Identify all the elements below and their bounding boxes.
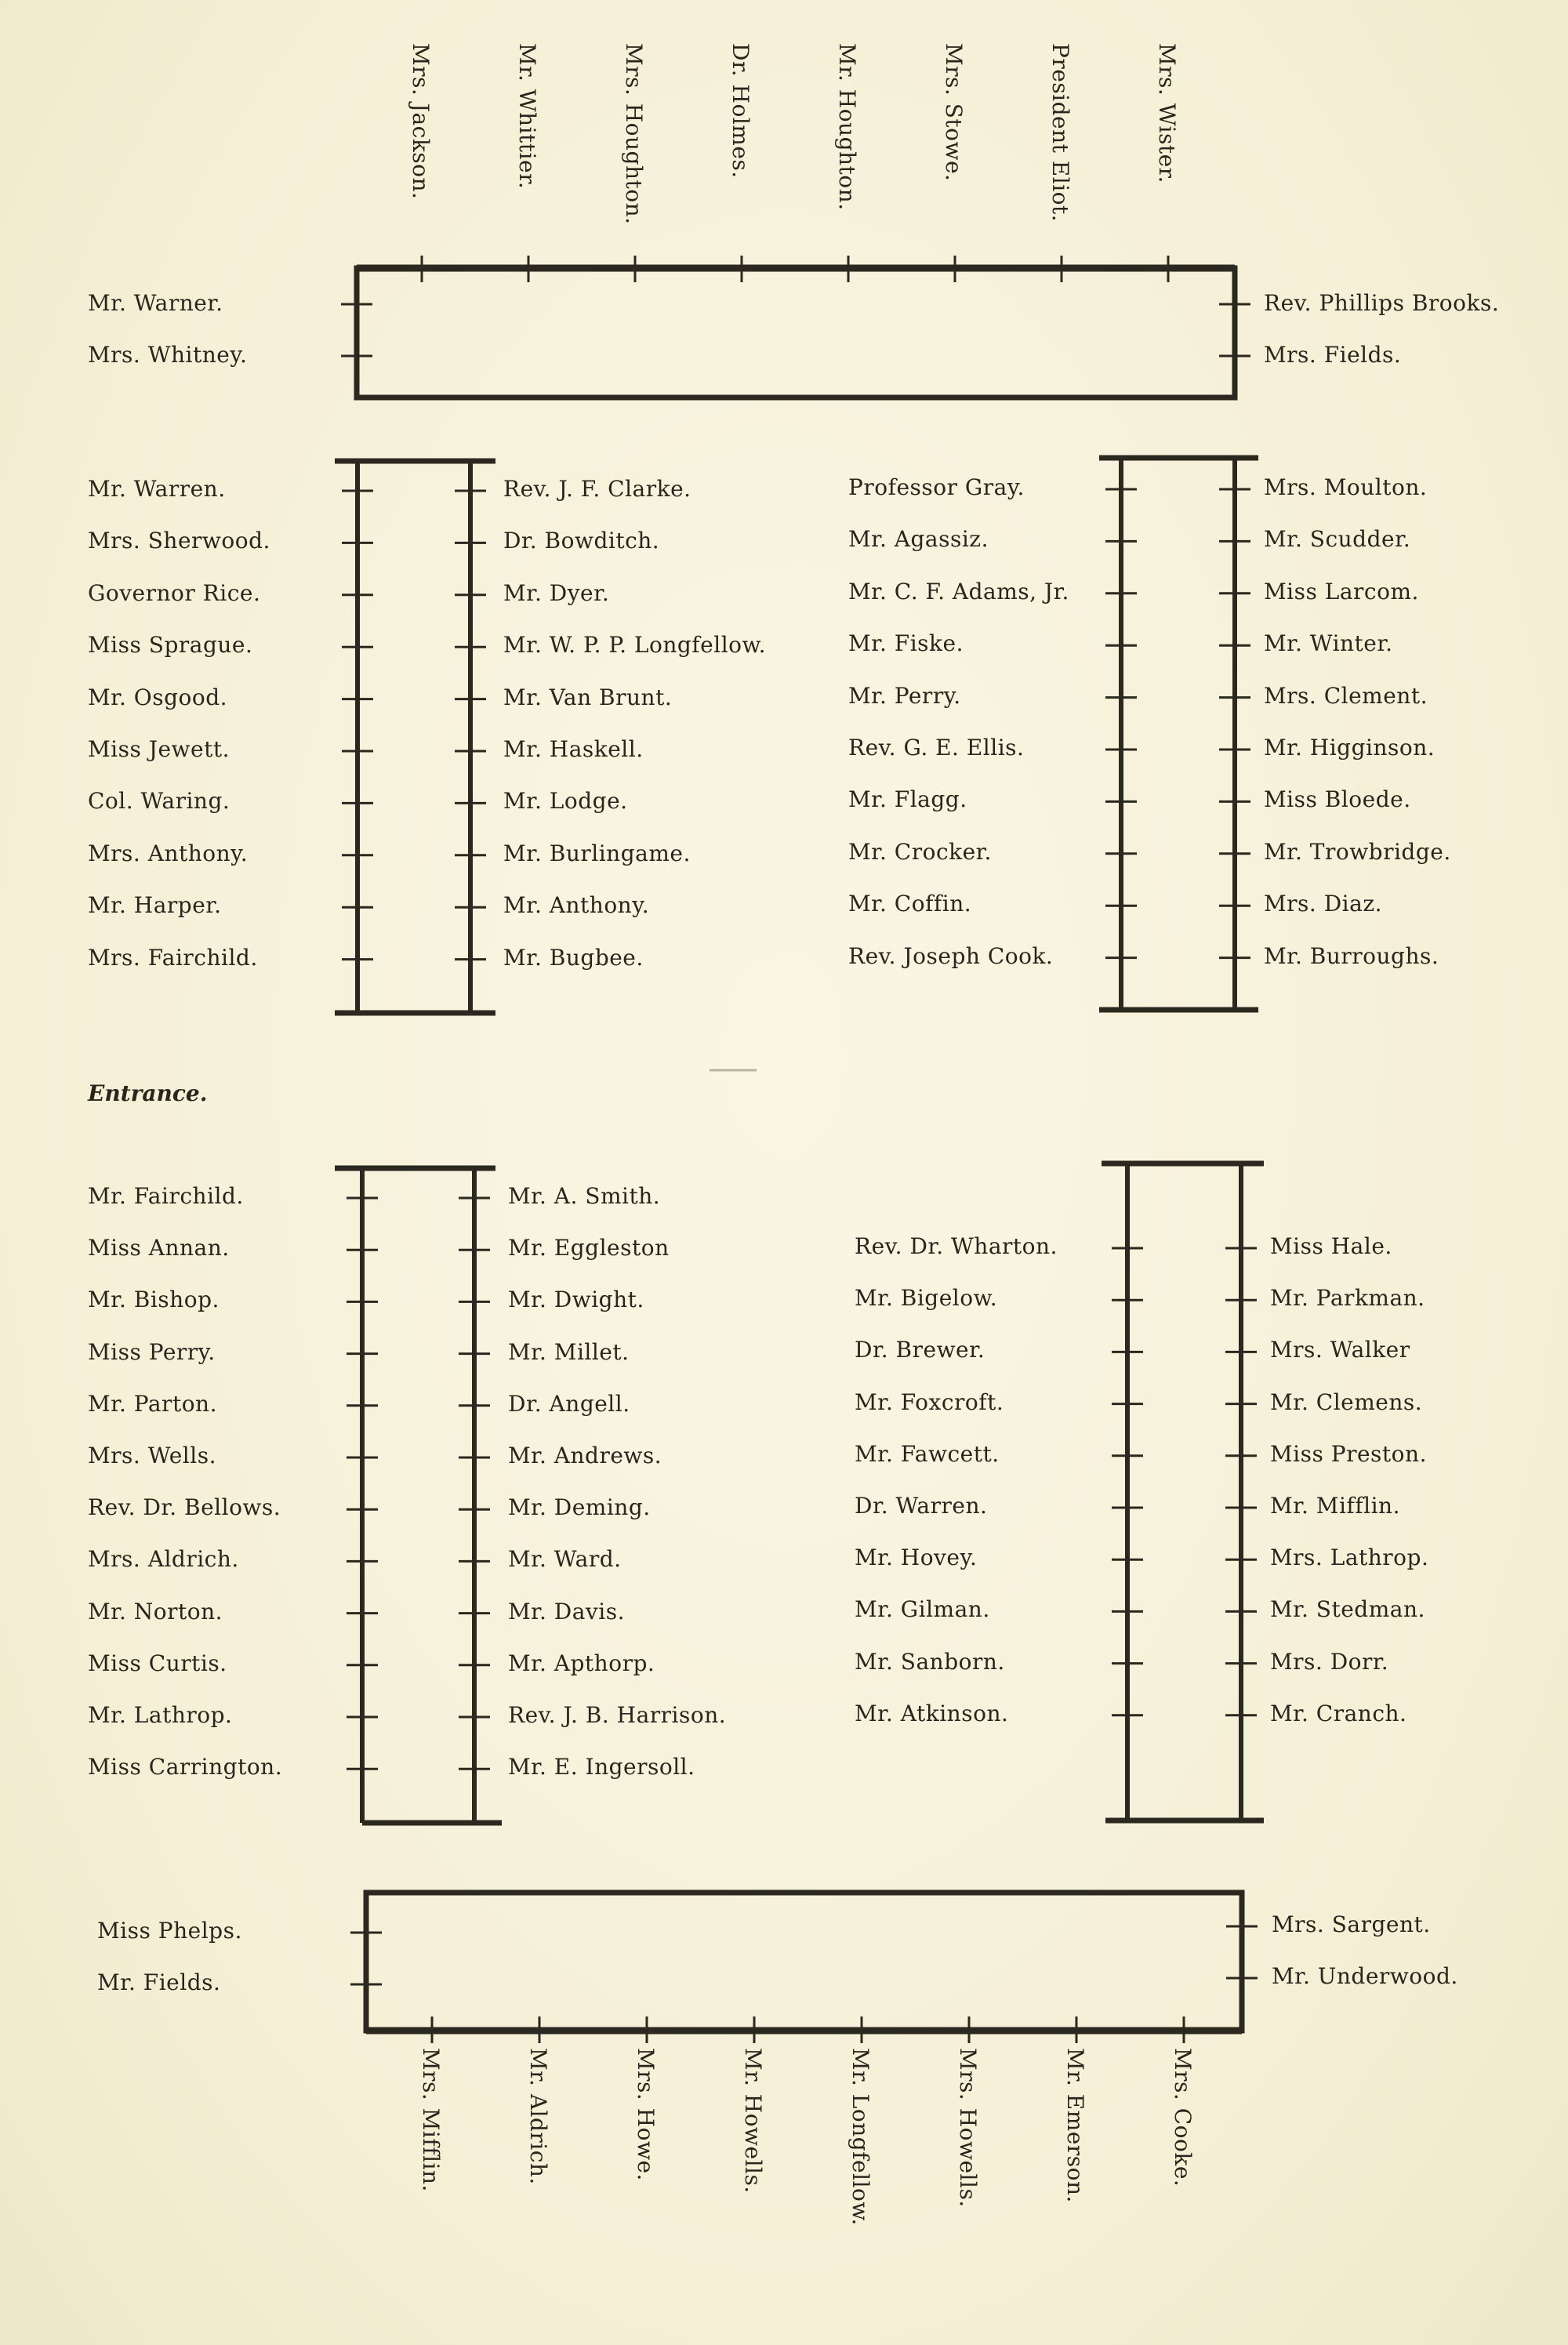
guest-name: Mr. Burlingame.	[503, 840, 691, 866]
guest-name: Mr. Cranch.	[1270, 1700, 1407, 1726]
guest-name: Mr. Houghton.	[834, 43, 860, 211]
guest-name: Mrs. Whitney.	[88, 342, 248, 368]
table-b-ticks	[1105, 489, 1250, 958]
guest-name: Miss Carrington.	[88, 1754, 283, 1781]
guest-name: Mr. Agassiz.	[848, 526, 989, 553]
guest-name: Mr. Clemens.	[1270, 1388, 1423, 1415]
guest-name: Mr. Lathrop.	[88, 1702, 233, 1728]
table-c-ticks	[347, 1198, 490, 1769]
guest-name: Mr. Harper.	[88, 892, 222, 919]
guest-name: Mr. Deming.	[508, 1494, 651, 1521]
guest-name: Rev. Dr. Wharton.	[855, 1233, 1058, 1259]
guest-name: Mr. Haskell.	[503, 736, 644, 762]
guest-name: Mrs. Fairchild.	[88, 944, 258, 971]
guest-name: Mr. Crocker.	[848, 838, 992, 865]
guest-name: Mr. Millet.	[508, 1338, 630, 1365]
guest-name: Mr. Burroughs.	[1264, 942, 1439, 969]
guest-name: Mrs. Anthony.	[88, 840, 249, 866]
guest-name: Miss Preston.	[1270, 1440, 1427, 1467]
guest-name: Mr. C. F. Adams, Jr.	[848, 578, 1069, 604]
guest-name: Mr. Mifflin.	[1270, 1493, 1400, 1519]
guest-name: Mr. Gilman.	[855, 1596, 990, 1623]
guest-name: Mr. Warner.	[88, 290, 223, 316]
guest-name: Mr. Foxcroft.	[855, 1388, 1004, 1415]
guest-name: Mr. Atkinson.	[855, 1700, 1009, 1726]
guest-name: Mr. Anthony.	[503, 892, 650, 919]
guest-name: Mr. W. P. P. Longfellow.	[503, 632, 767, 659]
guest-name: Mr. Hovey.	[855, 1545, 978, 1571]
guest-name: Dr. Bowditch.	[503, 528, 660, 554]
guest-name: Mr. Coffin.	[848, 891, 972, 917]
guest-name: Mrs. Moulton.	[1264, 474, 1428, 500]
guest-name: Mrs. Clement.	[1264, 682, 1428, 709]
guest-name: Miss Annan.	[88, 1235, 230, 1261]
table-c-outline	[335, 1168, 502, 1823]
table-a-ticks	[342, 491, 486, 960]
guest-name: Mrs. Sargent.	[1272, 1911, 1431, 1937]
guest-name: Mr. Sanborn.	[855, 1648, 1005, 1675]
guest-name: Mr. Winter.	[1264, 630, 1393, 657]
guest-name: Mrs. Jackson.	[408, 43, 434, 200]
guest-name: Mr. Longfellow.	[848, 2048, 873, 2226]
guest-name: Mr. Fawcett.	[855, 1440, 1000, 1467]
guest-name: Mrs. Walker	[1270, 1337, 1410, 1363]
guest-name: Mrs. Houghton.	[621, 43, 647, 225]
guest-name: Mrs. Fields.	[1264, 342, 1402, 368]
guest-name: Mr. Van Brunt.	[503, 684, 673, 710]
guest-name: Mrs. Diaz.	[1264, 891, 1382, 917]
guest-name: Mrs. Howells.	[955, 2048, 981, 2208]
guest-name: Mr. Dyer.	[503, 579, 610, 606]
guest-name: Mrs. Cooke.	[1170, 2048, 1196, 2187]
guest-name: Mr. Ward.	[508, 1546, 622, 1573]
guest-name: Dr. Brewer.	[855, 1337, 985, 1363]
guest-name: Mrs. Wells.	[88, 1443, 216, 1468]
guest-name: Mrs. Mifflin.	[418, 2048, 444, 2192]
guest-name: Mr. Davis.	[508, 1598, 625, 1624]
guest-name: Mrs. Lathrop.	[1270, 1545, 1429, 1571]
guest-name: Mr. Norton.	[88, 1598, 223, 1624]
guest-name: Mr. Bishop.	[88, 1287, 220, 1313]
guest-name: Mr. Parkman.	[1270, 1285, 1425, 1312]
guest-name: Rev. G. E. Ellis.	[848, 735, 1025, 760]
guest-name: Mr. Stedman.	[1270, 1596, 1425, 1623]
guest-name: Miss Bloede.	[1264, 786, 1411, 813]
guest-name: Mr. Bigelow.	[855, 1285, 998, 1312]
guest-name: Mr. Osgood.	[88, 684, 228, 710]
guest-name: Mr. Flagg.	[848, 786, 967, 813]
guest-name: Dr. Warren.	[855, 1493, 988, 1519]
table-d-ticks	[1112, 1248, 1257, 1715]
guest-name: Mr. Higginson.	[1264, 735, 1436, 760]
guest-name: Miss Phelps.	[97, 1918, 242, 1944]
guest-name: Dr. Angell.	[508, 1390, 630, 1417]
guest-name: Miss Hale.	[1270, 1233, 1392, 1259]
head-table-outline	[341, 256, 1250, 397]
guest-name: Rev. Dr. Bellows.	[88, 1494, 281, 1521]
guest-name: Mr. Fields.	[97, 1969, 221, 1995]
guest-name: Miss Sprague.	[88, 632, 253, 659]
guest-name: Mr. Eggleston	[508, 1235, 670, 1261]
guest-name: Miss Perry.	[88, 1338, 216, 1365]
guest-name: Professor Gray.	[848, 474, 1025, 500]
guest-name: Mr. Bugbee.	[503, 944, 644, 971]
guest-name: Mr. Lodge.	[503, 788, 628, 815]
guest-name: Mr. Trowbridge.	[1264, 838, 1451, 865]
guest-name: Mr. Apthorp.	[508, 1650, 655, 1676]
guest-name: Rev. Joseph Cook.	[848, 942, 1054, 969]
guest-name: Mr. Underwood.	[1272, 1963, 1458, 1989]
guest-name: Mr. E. Ingersoll.	[508, 1754, 695, 1781]
guest-name: Mr. A. Smith.	[508, 1183, 661, 1209]
guest-name: Mr. Scudder.	[1264, 526, 1411, 553]
guest-name: Mrs. Wister.	[1154, 43, 1180, 183]
guest-name: Mr. Aldrich.	[525, 2048, 551, 2185]
guest-name: Mrs. Sherwood.	[88, 528, 270, 554]
foot-table-outline	[350, 1893, 1258, 2043]
guest-name: Mr. Warren.	[88, 476, 226, 502]
entrance-label: Entrance.	[88, 1080, 208, 1106]
guest-name: Mr. Parton.	[88, 1390, 217, 1417]
guest-name: Rev. J. B. Harrison.	[508, 1702, 727, 1728]
guest-name: Mrs. Howe.	[633, 2048, 659, 2181]
guest-name: Rev. J. F. Clarke.	[503, 476, 691, 502]
guest-name: Mr. Fiske.	[848, 630, 964, 657]
guest-name: Dr. Holmes.	[728, 43, 753, 179]
guest-name: Mr. Emerson.	[1062, 2048, 1088, 2203]
guest-name: President Eliot.	[1047, 43, 1073, 223]
guest-name: Mr. Dwight.	[508, 1287, 644, 1313]
guest-name: Mr. Perry.	[848, 682, 961, 709]
guest-name: Mr. Andrews.	[508, 1443, 662, 1468]
guest-name: Governor Rice.	[88, 579, 261, 606]
guest-name: Mr. Fairchild.	[88, 1183, 244, 1209]
guest-name: Rev. Phillips Brooks.	[1264, 290, 1500, 316]
guest-name: Mrs. Aldrich.	[88, 1546, 239, 1573]
guest-name: Mr. Howells.	[740, 2048, 766, 2194]
table-d-outline	[1102, 1163, 1264, 1820]
guest-name: Col. Waring.	[88, 788, 230, 815]
guest-name: Miss Jewett.	[88, 736, 230, 762]
guest-name: Mrs. Stowe.	[941, 43, 967, 182]
guest-name: Miss Curtis.	[88, 1650, 227, 1676]
guest-name: Mrs. Dorr.	[1270, 1648, 1389, 1675]
guest-name: Miss Larcom.	[1264, 578, 1419, 604]
guest-name: Mr. Whittier.	[514, 43, 540, 190]
